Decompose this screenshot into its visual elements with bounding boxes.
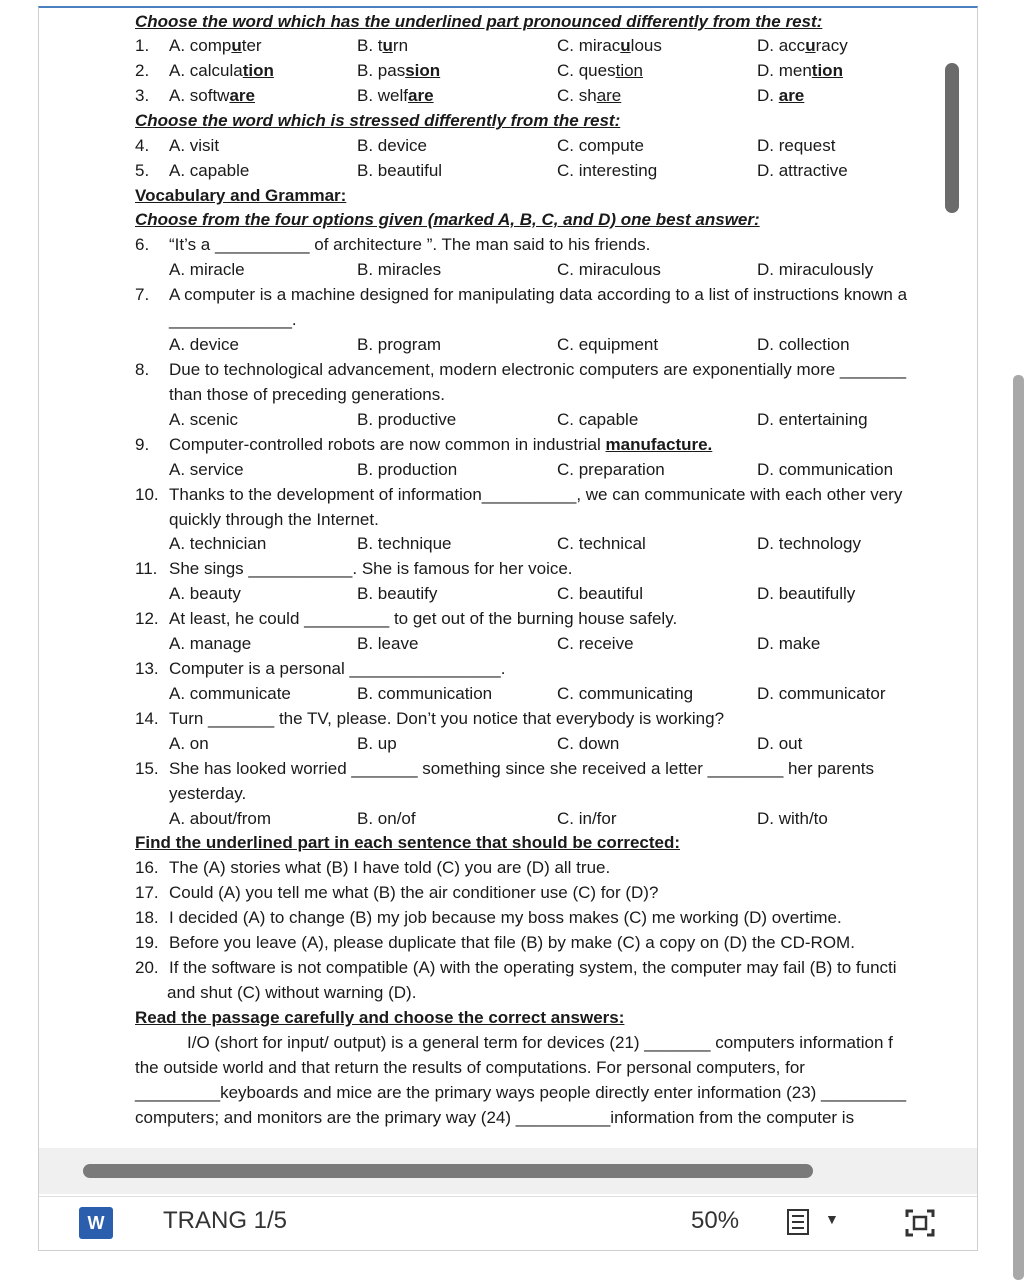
passage-line-4: computers; and monitors are the primary way (24) __________information from the computer is <box>135 1108 855 1127</box>
document-page: Choose the word which has the underlined part pronounced differently from the rest: 1. A. computer B. turn C. miraculous D. accuracy 2. A. calculation B. passion C. question D. mention 3. A. software B. welfare C. share D. are Choose the word which is stressed differently from the rest: 4. A. visit B. device C. compute D. request 5. A. capable B. beautiful C. interesting D. attractive Vocabulary and Grammar: Choose from the four options given (marked A, B, C, and D) one best answer: 6. “It’s a __________ of architecture ”. The man said to his friends. A. miracle B. miracles C. miraculous D. miraculously 7. A computer is a machine designed for manipulating data according to a list of instructions known a _____________. A. device B. program C. equipment D. collection 8. Due to technological advancement, modern electronic computers are exponentially more _______ than those of preceding generations. A. scenic B. productive C. capable D. entertaining 9. Computer-controlled robots are now common in industrial manufacture. A. service B. production C. preparation D. communication 10. Thanks to the development of information__________, we can communicate with each other very quickly through the Internet. A. technician B. technique C. technical D. technology 11. She sings ___________. She is famous for her voice. A. beauty B. beautify C. beautiful D. beautifully 12. At least, he could _________ to get out of the burning house safely. A. manage B. leave C. receive D. make 13. Computer is a personal ________________. A. communicate B. communication C. communicating D. communicator 14. Turn _______ the TV, please. Don’t you notice that everybody is working? A. on B. up C. down D. out 15. She has looked worried _______ something since she received a letter ________ her parents yesterday. A. about/from B. on/of C. in/for D. with/to Find the underlined part in each sentence that should be corrected: 16. The (A) stories what (B) I have told (C) you are (D) all true. 17. Could (A) you tell me what (B) the air conditioner use (C) for (D)? 18. I decided (A) to change (B) my job because my boss makes (C) me working (D) overtime. 19. Before you leave (A), please duplicate that file (B) by make (C) a copy on (D) the CD-ROM. 20. If the software is not compatible (A) with the operating system, the computer may fail (B) to functi and shut (C) without warning (D). Read the passage carefully and choose the correct answers: I/O (short for input/ output) is a general term for devices (21) _______ computers information f the outside world and that return the results of computations. For personal computers, for _________keyboards and mice are the primary ways people directly enter information (23) _________ computers; and monitors are the primary way (24) __________information from the computer is <box>39 8 931 1144</box>
page-indicator: TRANG 1/5 <box>163 1207 288 1234</box>
zoom-level[interactable]: 50% <box>691 1207 740 1234</box>
word-app-icon: W <box>79 1207 113 1239</box>
chevron-down-icon[interactable]: ▼ <box>825 1211 839 1227</box>
passage-line-3: _________keyboards and mice are the primary ways people directly enter information (23) _________ <box>135 1083 907 1102</box>
passage-line-1: I/O (short for input/ output) is a general term for devices (21) _______ computers information f <box>187 1033 893 1052</box>
heading-reading: Read the passage carefully and choose the correct answers: <box>135 1008 625 1027</box>
view-mode-icon[interactable] <box>787 1209 809 1235</box>
heading-vocabulary: Vocabulary and Grammar: <box>135 186 347 205</box>
vertical-scrollbar-thumb[interactable] <box>945 63 959 213</box>
passage-line-2: the outside world and that return the results of computations. For personal computers, for <box>135 1058 805 1077</box>
document-viewer <box>38 6 978 1251</box>
fit-to-screen-icon[interactable] <box>905 1209 935 1237</box>
heading-stress: Choose the word which is stressed differently from the rest: <box>135 111 621 130</box>
horizontal-scrollbar[interactable] <box>39 1148 977 1194</box>
heading-error-correction: Find the underlined part in each sentence that should be corrected: <box>135 833 681 852</box>
page-scrollbar[interactable] <box>1013 375 1024 1280</box>
heading-four-options: Choose from the four options given (marked A, B, C, and D) one best answer: <box>135 210 760 229</box>
status-bar <box>39 1196 977 1251</box>
horizontal-scrollbar-thumb[interactable] <box>83 1164 813 1178</box>
heading-pronunciation: Choose the word which has the underlined part pronounced differently from the rest: <box>135 12 823 31</box>
